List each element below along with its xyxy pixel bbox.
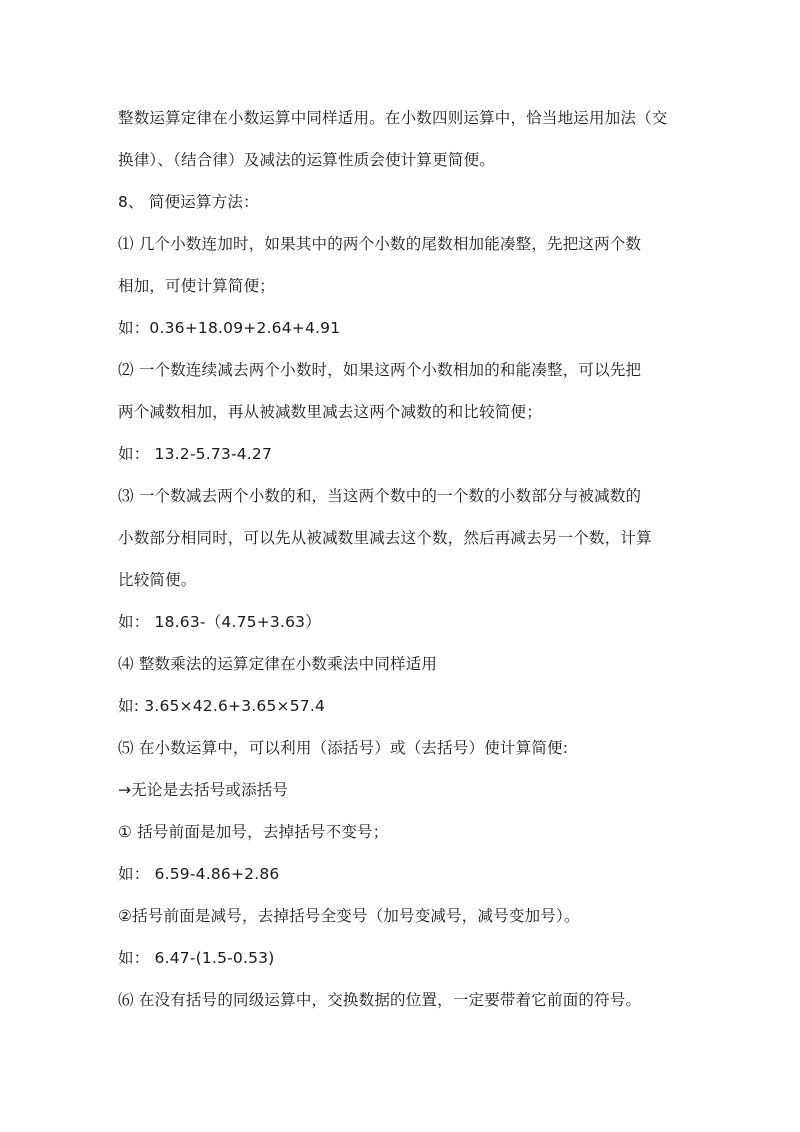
example-line: 如： 6.47-(1.5-0.53) (118, 949, 275, 967)
text-line: 比较简便。 (118, 571, 197, 589)
text-line: ⑷ 整数乘法的运算定律在小数乘法中同样适用 (118, 655, 438, 673)
text-line: 小数部分相同时，可以先从被减数里减去这个数，然后再减去另一个数，计算 (118, 529, 652, 547)
section-heading: 8、 简便运算方法： (118, 193, 259, 211)
text-line: ⑶ 一个数减去两个小数的和，当这两个数中的一个数的小数部分与被减数的 (118, 487, 642, 505)
example-line: 如： 18.63-（4.75+3.63） (118, 613, 321, 631)
text-line: 换律）、（结合律）及减法的运算性质会使计算更简便。 (118, 151, 496, 169)
example-line: 如： 6.59-4.86+2.86 (118, 865, 280, 883)
text-line: 两个减数相加，再从被减数里减去这两个减数的和比较简便； (118, 403, 542, 421)
text-line: ⑴ 几个小数连加时，如果其中的两个小数的尾数相加能凑整，先把这两个数 (118, 235, 642, 253)
text-line: ②括号前面是减号，去掉括号全变号（加号变减号，减号变加号）。 (118, 907, 580, 925)
text-line: ⑵ 一个数连续减去两个小数时，如果这两个小数相加的和能凑整，可以先把 (118, 361, 642, 379)
example-line: 如: 3.65×42.6+3.65×57.4 (118, 697, 326, 715)
text-line: ⑸ 在小数运算中，可以利用（添括号）或（去括号）使计算简便: (118, 739, 569, 757)
text-line: 整数运算定律在小数运算中同样适用。在小数四则运算中，恰当地运用加法（交 (118, 109, 668, 127)
example-line: 如： 13.2-5.73-4.27 (118, 445, 273, 463)
text-line: ① 括号前面是加号，去掉括号不变号； (118, 823, 389, 841)
text-line: →无论是去括号或添括号 (118, 781, 289, 799)
text-line: 相加，可使计算简便； (118, 277, 276, 295)
text-line: ⑹ 在没有括号的同级运算中，交换数据的位置，一定要带着它前面的符号。 (118, 991, 642, 1009)
example-line: 如：0.36+18.09+2.64+4.91 (118, 319, 341, 337)
